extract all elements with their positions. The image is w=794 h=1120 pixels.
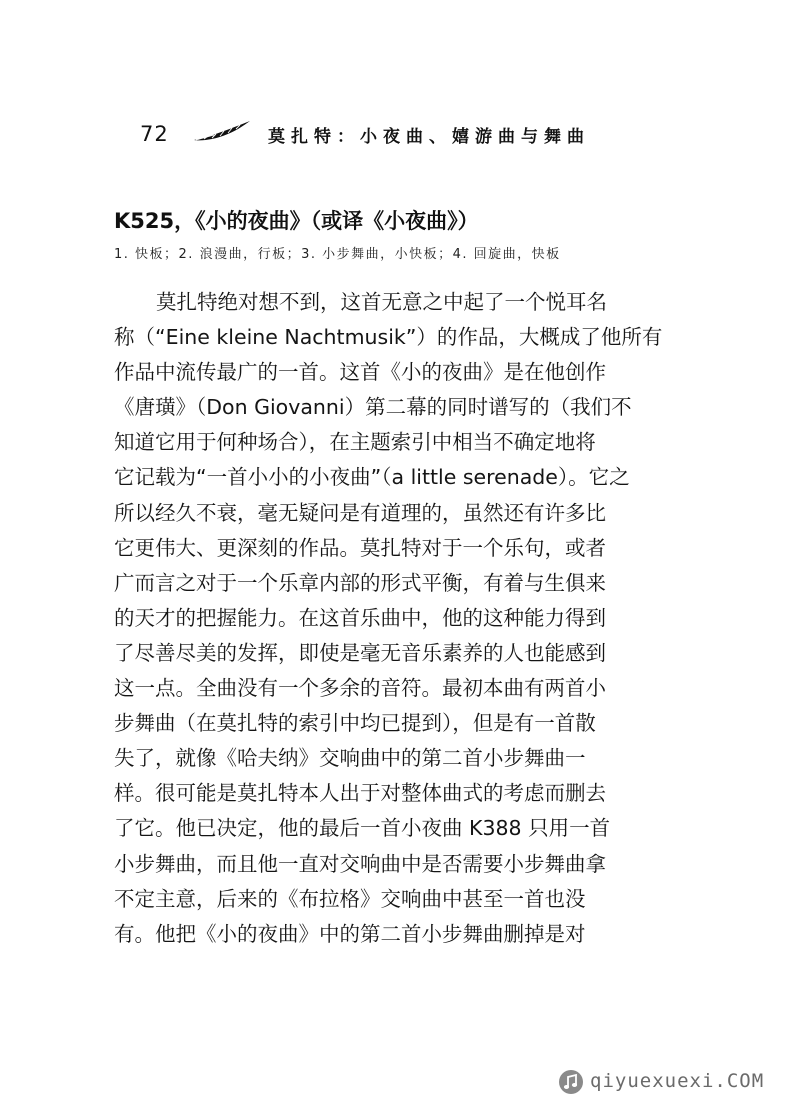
movement-list: 1. 快板；2. 浪漫曲，行板；3. 小步舞曲，小快板；4. 回旋曲，快板 [114, 247, 561, 262]
music-note-icon [558, 1069, 584, 1095]
text-line: 的天才的把握能力。在这首乐曲中，他的这种能力得到 [114, 605, 606, 630]
page-header [140, 118, 660, 148]
running-title: 莫扎特：小夜曲、嬉游曲与舞曲 [268, 127, 590, 147]
text-line: 样。很可能是莫扎特本人出于对整体曲式的考虑而删去 [114, 781, 606, 806]
text-line: 这一点。全曲没有一个多余的音符。最初本曲有两首小 [114, 676, 606, 701]
text-line: 步舞曲（在莫扎特的索引中均已提到），但是有一首散 [114, 711, 596, 736]
text-line: 它更伟大、更深刻的作品。莫扎特对于一个乐句，或者 [114, 535, 606, 560]
body-paragraph [114, 285, 680, 952]
text-line: 作品中流传最广的一首。这首《小的夜曲》是在他创作 [114, 360, 606, 385]
text-line: 所以经久不衰，毫无疑问是有道理的，虽然还有许多比 [114, 500, 606, 525]
text-line: 失了，就像《哈夫纳》交响曲中的第二首小步舞曲一 [114, 746, 586, 771]
text-line: 不定主意，后来的《布拉格》交响曲中甚至一首也没 [114, 886, 586, 911]
text-line: 知道它用于何种场合），在主题索引中相当不确定地将 [114, 430, 596, 455]
site-watermark [558, 1067, 778, 1099]
text-line: 广而言之对于一个乐章内部的形式平衡，有着与生俱来 [114, 570, 606, 595]
text-line: 它记载为“一首小小的小夜曲”（a little serenade）。它之 [114, 465, 630, 490]
text-line: 莫扎特绝对想不到，这首无意之中起了一个悦耳名 [156, 290, 607, 314]
text-line: 称（“Eine kleine Nachtmusik”）的作品，大概成了他所有 [114, 325, 663, 350]
text-line: 《唐璜》（Don Giovanni）第二幕的同时谱写的（我们不 [114, 395, 632, 420]
watermark-text: qiyuexuexi.COM [590, 1070, 765, 1092]
quill-feather-icon [192, 118, 252, 144]
text-line: 了尽善尽美的发挥，即使是毫无音乐素养的人也能感到 [114, 640, 606, 665]
page-number: 72 [140, 122, 169, 146]
text-line: 小步舞曲，而且他一直对交响曲中是否需要小步舞曲拿 [114, 851, 606, 876]
section-title: K525，《小的夜曲》（或译《小夜曲》） [114, 209, 479, 233]
text-line: 了它。他已决定，他的最后一首小夜曲 K388 只用一首 [114, 816, 611, 841]
text-line: 有。他把《小的夜曲》中的第二首小步舞曲删掉是对 [114, 921, 586, 946]
